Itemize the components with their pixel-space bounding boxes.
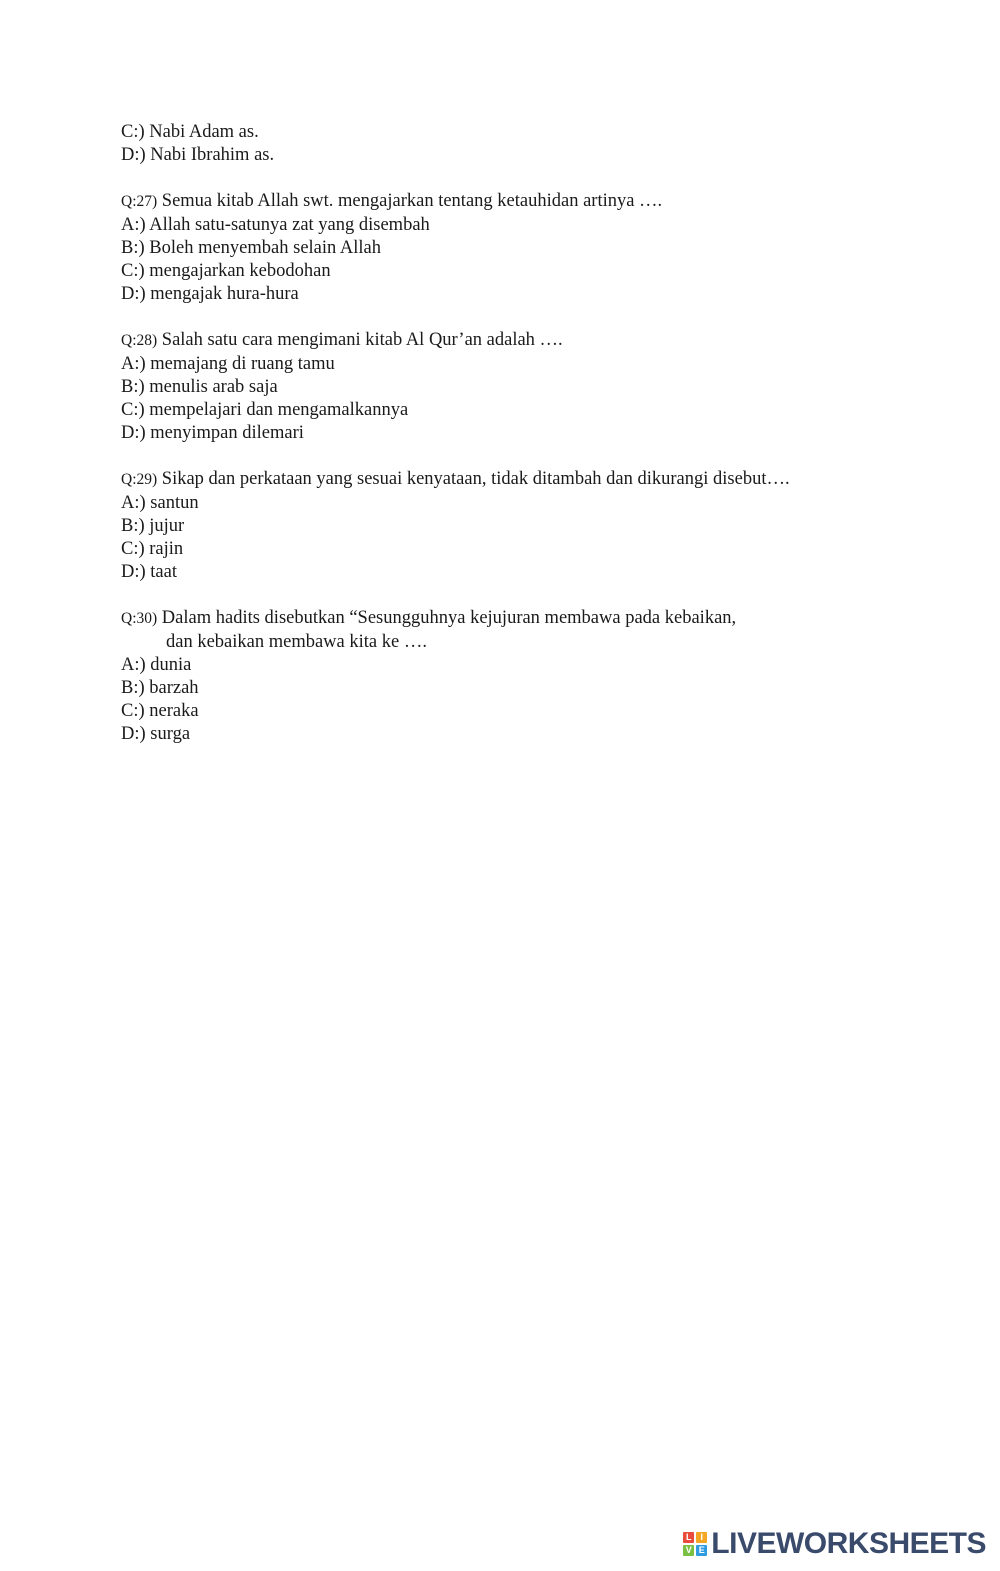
option-row [121,214,941,237]
question-number: Q:27) [121,193,158,211]
option-text: memajang di ruang tamu [150,353,335,374]
logo-letter-i: I [696,1532,707,1543]
option-key: D:) [121,724,146,745]
option-text: Nabi Ibrahim as. [150,145,275,166]
question-continuation: dan kebaikan membawa kita ke …. [166,631,427,652]
question-line [121,468,941,491]
option-row [121,353,941,376]
logo-letter-l: L [683,1532,694,1543]
option-text: taat [150,562,177,583]
option-row [121,538,941,561]
leading-options [121,121,941,167]
option-row [121,492,941,515]
option-key: D:) [121,145,146,166]
question-29 [121,468,941,584]
question-28 [121,329,941,445]
option-row [121,561,941,584]
option-text: neraka [149,701,199,722]
option-key: B:) [121,376,145,397]
question-27 [121,190,941,306]
option-text: dunia [150,654,192,675]
question-text: Dalam hadits disebutkan “Sesungguhnya kejujuran membawa pada kebaikan, [161,608,737,629]
question-text: Semua kitab Allah swt. mengajarkan tentang ketauhidan artinya …. [161,191,663,212]
option-row [121,654,941,677]
logo-letter-e: E [696,1545,707,1556]
question-line [121,329,941,352]
option-key: C:) [121,539,145,560]
question-number: Q:28) [121,332,158,350]
option-key: D:) [121,562,146,583]
option-key: D:) [121,284,146,305]
option-row [121,515,941,538]
option-key: D:) [121,423,146,444]
question-text: Salah satu cara mengimani kitab Al Qur’an adalah …. [161,330,563,351]
option-key: A:) [121,654,146,675]
option-row [121,144,941,167]
brand-wordmark: LIVEWORKSHEETS [711,1527,986,1560]
option-text: menulis arab saja [149,376,278,397]
option-key: A:) [121,492,146,513]
question-text: Sikap dan perkataan yang sesuai kenyataan, tidak ditambah dan dikurangi disebut…. [161,469,790,490]
option-key: B:) [121,237,145,258]
option-text: menyimpan dilemari [150,423,304,444]
option-text: Nabi Adam as. [149,122,259,142]
option-row [121,283,941,306]
option-row [121,260,941,283]
question-line [121,607,941,630]
option-text: rajin [149,539,184,560]
question-line [121,190,941,213]
option-text: surga [150,724,191,745]
option-key: C:) [121,261,145,282]
option-text: mengajarkan kebodohan [149,261,331,282]
option-key: C:) [121,701,145,722]
liveworksheets-brand [683,1529,986,1559]
option-key: A:) [121,214,146,235]
option-row [121,723,941,746]
option-row [121,422,941,445]
option-text: santun [150,492,199,513]
question-number: Q:29) [121,471,158,489]
option-key: B:) [121,515,145,536]
option-row [121,121,941,144]
option-key: C:) [121,122,145,142]
question-number: Q:30) [121,610,158,628]
worksheet-page [121,121,941,770]
option-row [121,700,941,723]
liveworksheets-logo-icon [683,1532,707,1556]
option-row [121,399,941,422]
option-row [121,677,941,700]
logo-letter-v: V [683,1545,694,1556]
option-row [121,376,941,399]
option-text: mengajak hura-hura [150,284,299,305]
option-text: Allah satu-satunya zat yang disembah [149,214,430,235]
option-text: Boleh menyembah selain Allah [149,237,381,258]
option-key: C:) [121,400,145,421]
option-row [121,237,941,260]
option-key: B:) [121,678,145,699]
option-key: A:) [121,353,146,374]
question-30 [121,607,941,746]
option-text: barzah [149,678,199,699]
option-text: mempelajari dan mengamalkannya [149,400,409,421]
option-text: jujur [149,515,185,536]
